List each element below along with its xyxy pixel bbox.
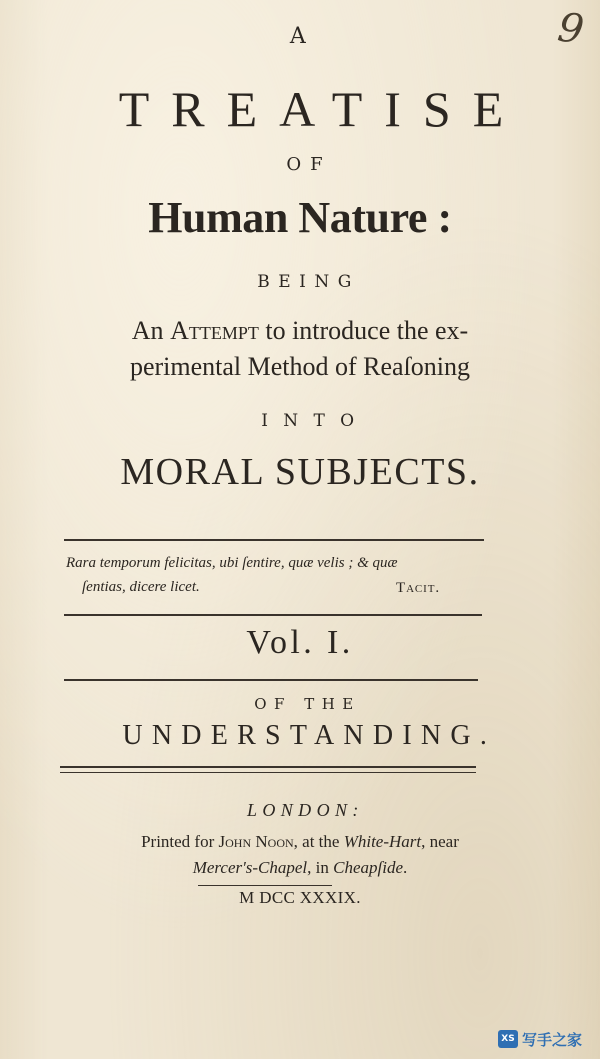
- rule-below-volume: [64, 679, 478, 681]
- rule-above-volume: [64, 614, 482, 616]
- imprint-street: Cheapſide: [333, 858, 404, 877]
- watermark-logo-icon: XS: [498, 1030, 518, 1048]
- margin-note: 9: [554, 4, 587, 54]
- part-of-the: OF THE: [254, 695, 361, 713]
- imprint-date: M DCC XXXIX.: [239, 888, 361, 907]
- title-subject: Human Nature :: [148, 193, 452, 242]
- imprint-near: , near: [421, 832, 459, 851]
- imprint-chapel: Mercer's-Chapel: [192, 858, 308, 877]
- motto-line-2: ſentias, dicere licet.: [82, 579, 200, 595]
- imprint-city: LONDON:: [246, 800, 364, 820]
- subtitle-line-1: [0, 316, 600, 346]
- title-being: BEING: [257, 272, 360, 292]
- subtitle-an: An: [131, 316, 171, 345]
- imprint-printer: John Noon: [218, 832, 294, 851]
- title-treatise: TREATISE: [118, 81, 526, 137]
- motto-attribution: Tacit.: [396, 580, 440, 596]
- part-title: UNDERSTANDING.: [122, 720, 497, 751]
- imprint-printed-for: Printed for: [141, 832, 219, 851]
- title-of: OF: [286, 154, 332, 175]
- rule-above-date: [198, 885, 332, 886]
- imprint-sign: White-Hart: [343, 832, 422, 851]
- title-moral-subjects: MORAL SUBJECTS.: [120, 451, 480, 493]
- subtitle-attempt: Attempt: [170, 316, 259, 345]
- title-into: INTO: [261, 411, 370, 431]
- title-article: A: [289, 24, 311, 49]
- site-watermark: [498, 1028, 582, 1050]
- double-rule-bottom: [60, 772, 476, 773]
- rule-top-motto: [64, 539, 484, 541]
- imprint-at-the: , at the: [293, 832, 344, 851]
- motto-line-1: Rara temporum felicitas, ubi ſentire, quæ velis ; & quæ: [66, 555, 398, 571]
- imprint-line-1: [0, 832, 600, 852]
- imprint-line-2: [0, 858, 600, 878]
- subtitle-rest: to introduce the ex-: [258, 316, 469, 345]
- imprint-period: .: [403, 858, 408, 877]
- watermark-text: 写手之家: [522, 1030, 583, 1049]
- subtitle-line-2: perimental Method of Reaſoning: [129, 352, 471, 381]
- imprint-in: , in: [307, 858, 334, 877]
- double-rule-top: [60, 766, 476, 768]
- volume-label: Vol. I.: [246, 624, 354, 661]
